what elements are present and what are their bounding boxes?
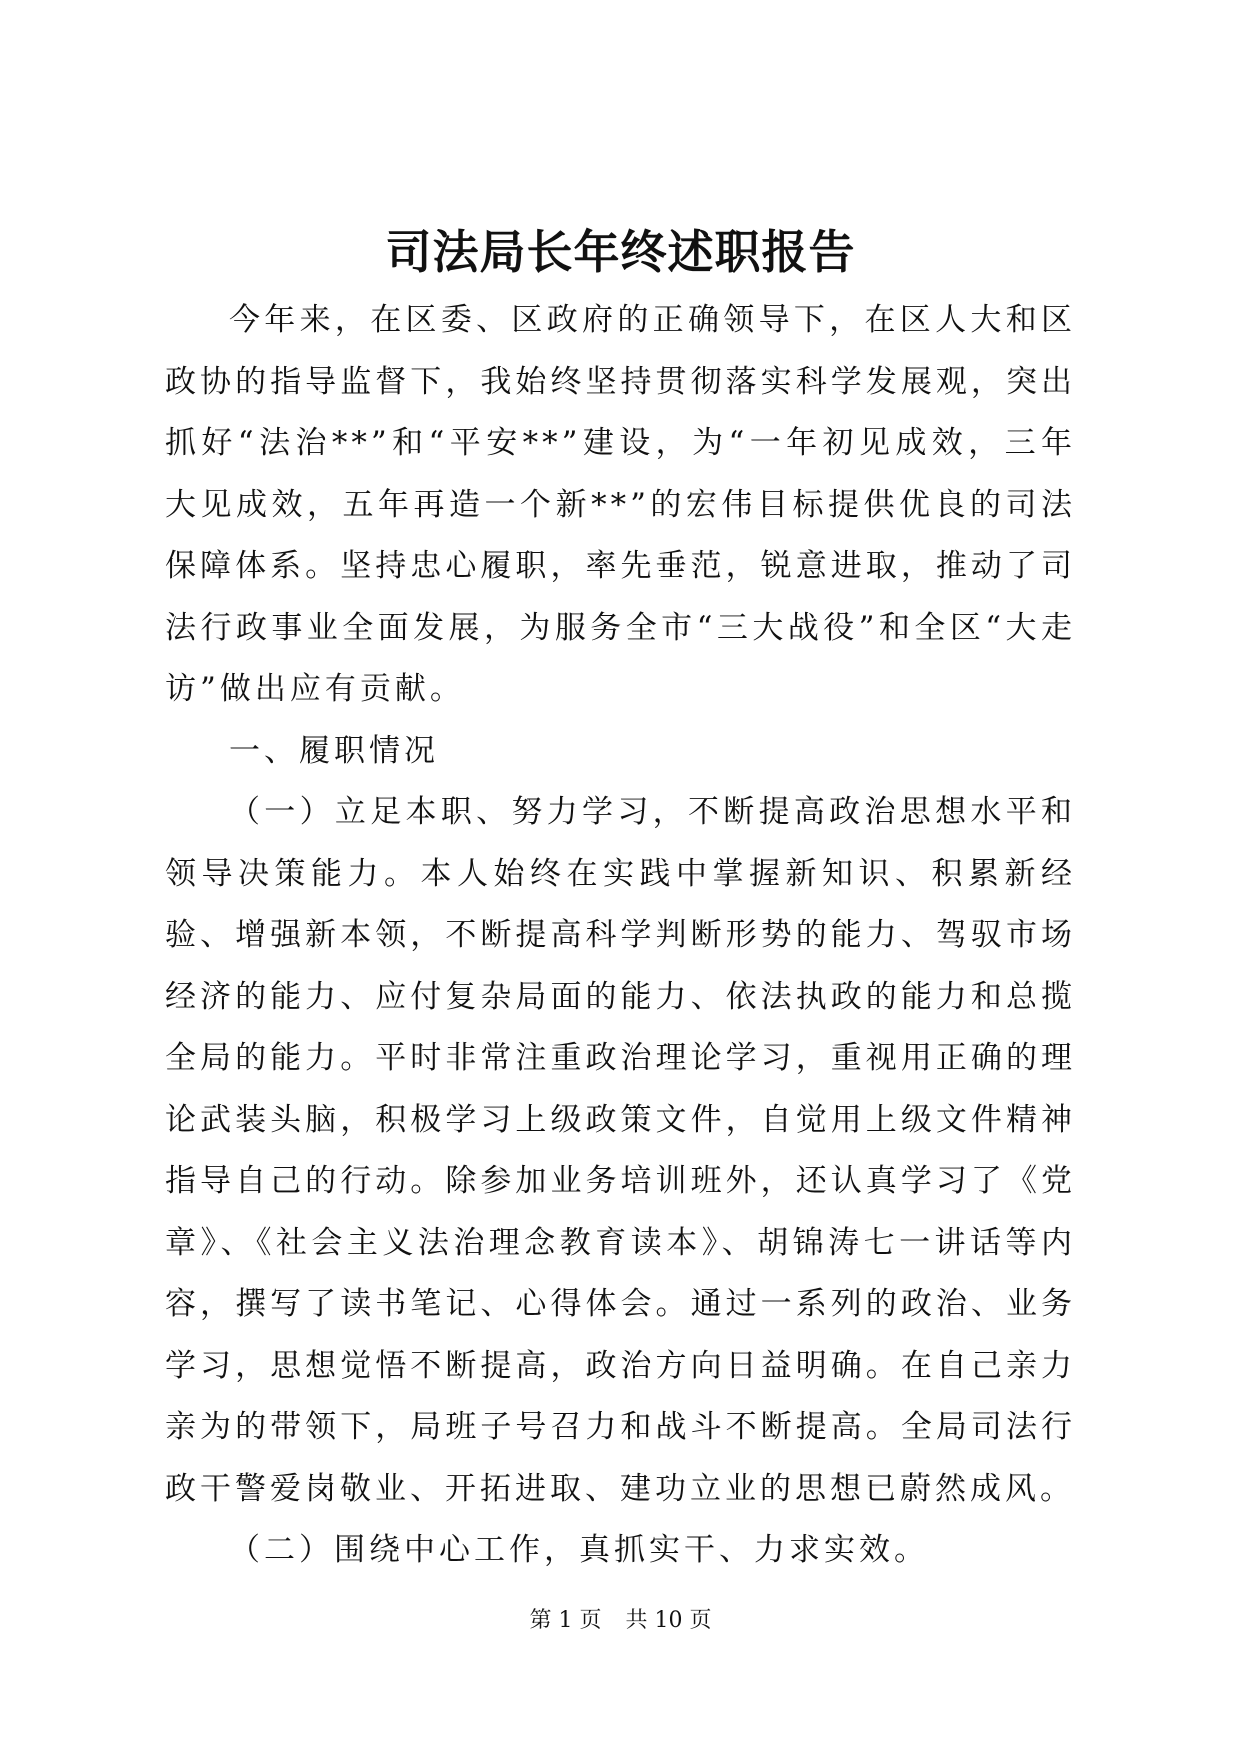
document-title: 司法局长年终述职报告 [385,225,856,279]
page-number: 第 1 页 [529,1608,602,1633]
document-body [165,290,1076,1582]
intro-paragraph: 今年来，在区委、区政府的正确领导下，在区人大和区政协的指导监督下，我始终坚持贯彻落实科学发展观，突出抓好“法治**”和“平安**”建设，为“一年初见成效，三年大见成效，五年再造一个新**”的宏伟目标提供优良的司法保障体系。坚持忠心履职，率先垂范，锐意进取，推动了司法行政事业全面发展，为服务全市“三大战役”和全区“大走访”做出应有贡献。 [165,302,1076,707]
subsection-one-paragraph: （一）立足本职、努力学习，不断提高政治思想水平和领导决策能力。本人始终在实践中掌握新知识、积累新经验、增强新本领，不断提高科学判断形势的能力、驾驭市场经济的能力、应付复杂局面的能力、依法执政的能力和总揽全局的能力。平时非常注重政治理论学习，重视用正确的理论武装头脑，积极学习上级政策文件，自觉用上级文件精神指导自己的行动。除参加业务培训班外，还认真学习了《党章》、《社会主义法治理念教育读本》、胡锦涛七一讲话等内容，撰写了读书笔记、心得体会。通过一系列的政治、业务学习，思想觉悟不断提高，政治方向日益明确。在自己亲力亲为的带领下，局班子号召力和战斗不断提高。全局司法行政干警爱岗敬业、开拓进取、建功立业的思想已蔚然成风。 [165,794,1076,1507]
page-footer [0,1606,1241,1636]
subsection-two-paragraph: （二）围绕中心工作，真抓实干、力求实效。 [229,1532,929,1568]
section-heading: 一、履职情况 [229,732,439,769]
page-total: 共 10 页 [625,1608,712,1633]
